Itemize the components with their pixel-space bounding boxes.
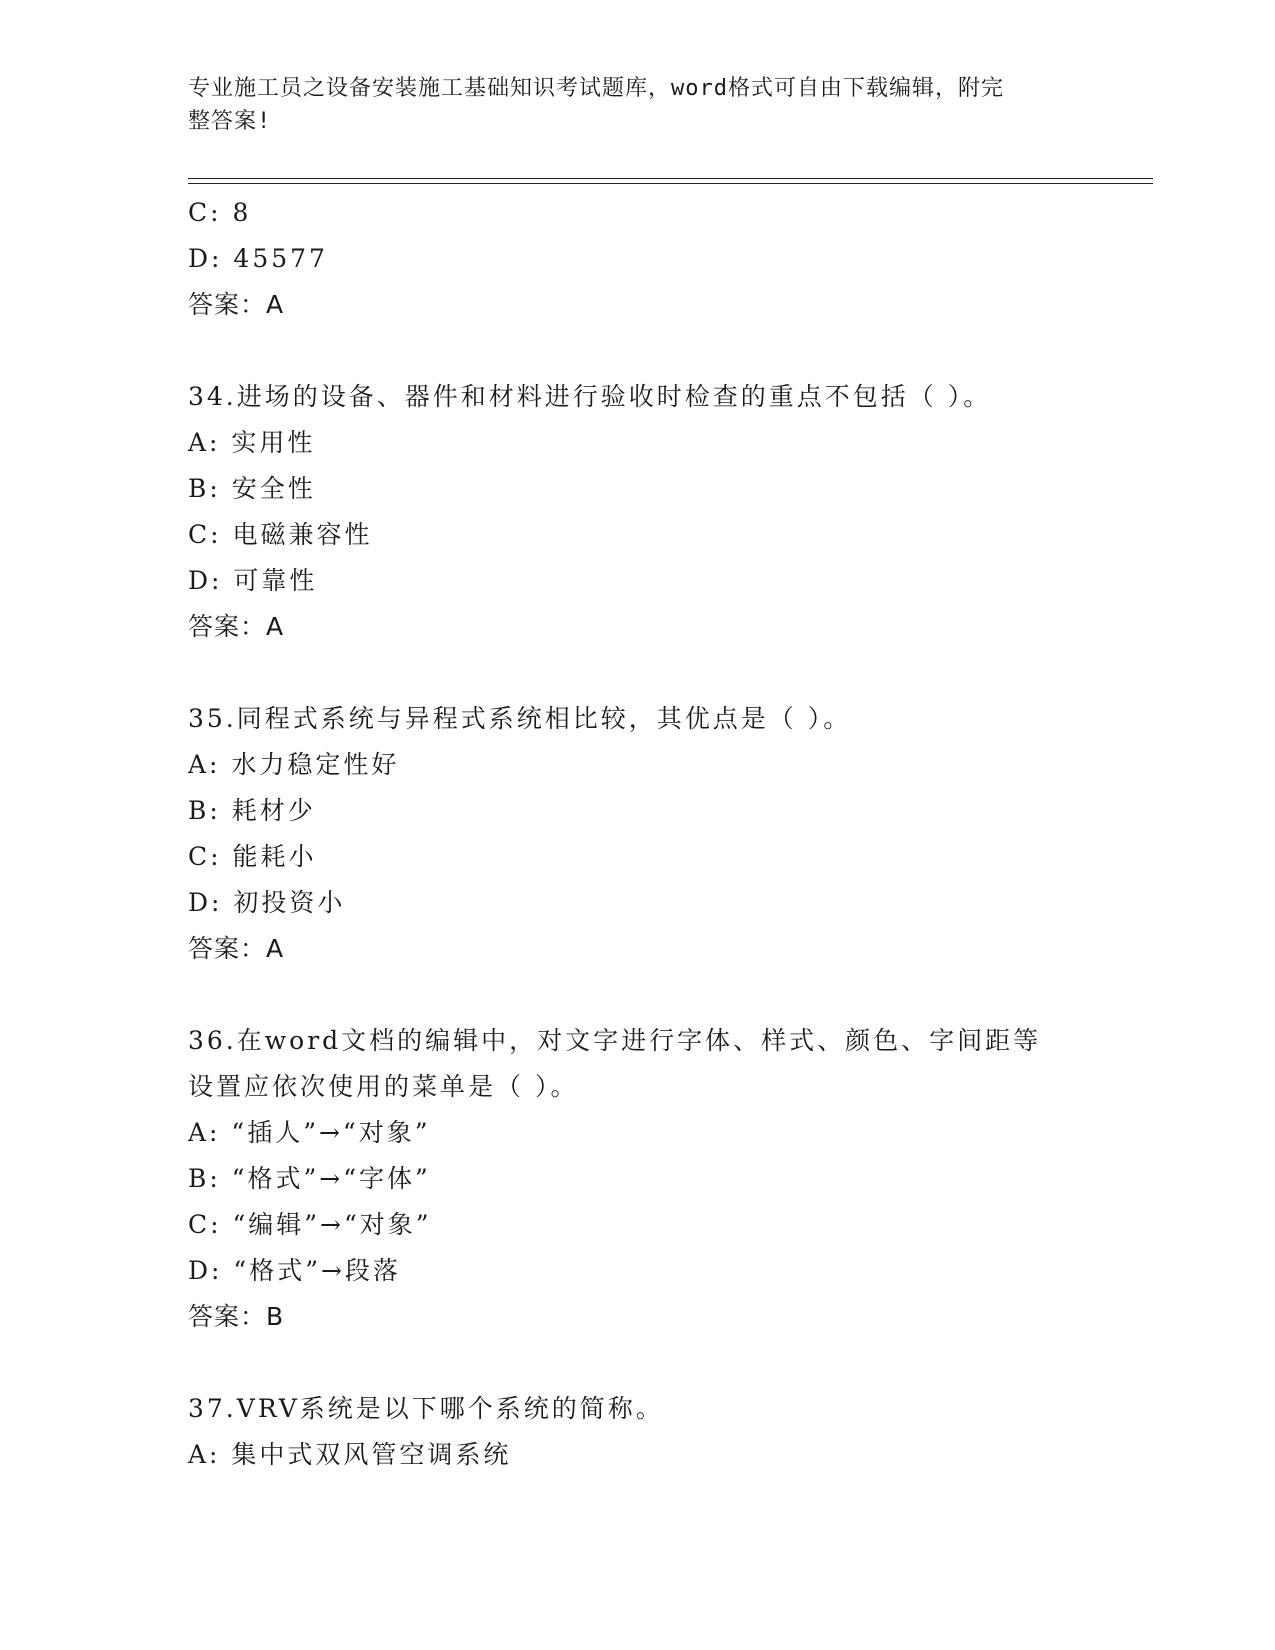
- option-a: A: “插人”→“对象”: [188, 1118, 431, 1147]
- answer-line: 答案：A: [188, 612, 285, 641]
- spacer: [188, 650, 1148, 696]
- option-a: A: 实用性: [188, 428, 316, 457]
- option-c: C: “编辑”→“对象”: [188, 1210, 432, 1239]
- spacer: [188, 328, 1148, 374]
- option-d: D: 初投资小: [188, 888, 346, 917]
- option-a: A: 集中式双风管空调系统: [188, 1440, 512, 1469]
- option-c: C: 能耗小: [188, 842, 317, 871]
- header-rule-top: [188, 178, 1153, 179]
- spacer: [188, 1340, 1148, 1386]
- question-stem: 34.进场的设备、器件和材料进行验收时检查的重点不包括（ ）。: [188, 382, 992, 411]
- option-d: D: “格式”→段落: [188, 1256, 401, 1285]
- question-37: [188, 1386, 1148, 1478]
- question-35: [188, 696, 1148, 972]
- document-header: [188, 72, 1068, 138]
- question-34: [188, 374, 1148, 650]
- option-b: B: 耗材少: [188, 796, 316, 825]
- option-c: C: 电磁兼容性: [188, 520, 373, 549]
- header-line-1: 专业施工员之设备安装施工基础知识考试题库，word格式可自由下载编辑，附完: [188, 76, 1004, 101]
- answer-line: 答案：B: [188, 1302, 285, 1331]
- question-36: [188, 1018, 1148, 1340]
- answer-line: 答案：A: [188, 934, 285, 963]
- option-d: D: 45577: [188, 244, 328, 273]
- header-line-2: 整答案!: [188, 109, 272, 134]
- question-33-continued: [188, 190, 1148, 328]
- option-a: A: 水力稳定性好: [188, 750, 400, 779]
- question-content: [188, 190, 1148, 1478]
- question-stem-continued: 设置应依次使用的菜单是（ ）。: [188, 1072, 579, 1101]
- question-stem: 35.同程式系统与异程式系统相比较，其优点是（ ）。: [188, 704, 852, 733]
- option-d: D: 可靠性: [188, 566, 318, 595]
- header-rule-bottom: [188, 183, 1153, 184]
- spacer: [188, 972, 1148, 1018]
- question-stem: 37.VRV系统是以下哪个系统的简称。: [188, 1394, 664, 1423]
- answer-line: 答案：A: [188, 290, 285, 319]
- option-c: C: 8: [188, 198, 252, 227]
- option-b: B: 安全性: [188, 474, 316, 503]
- question-stem: 36.在word文档的编辑中，对文字进行字体、样式、颜色、字间距等: [188, 1026, 1042, 1055]
- option-b: B: “格式”→“字体”: [188, 1164, 431, 1193]
